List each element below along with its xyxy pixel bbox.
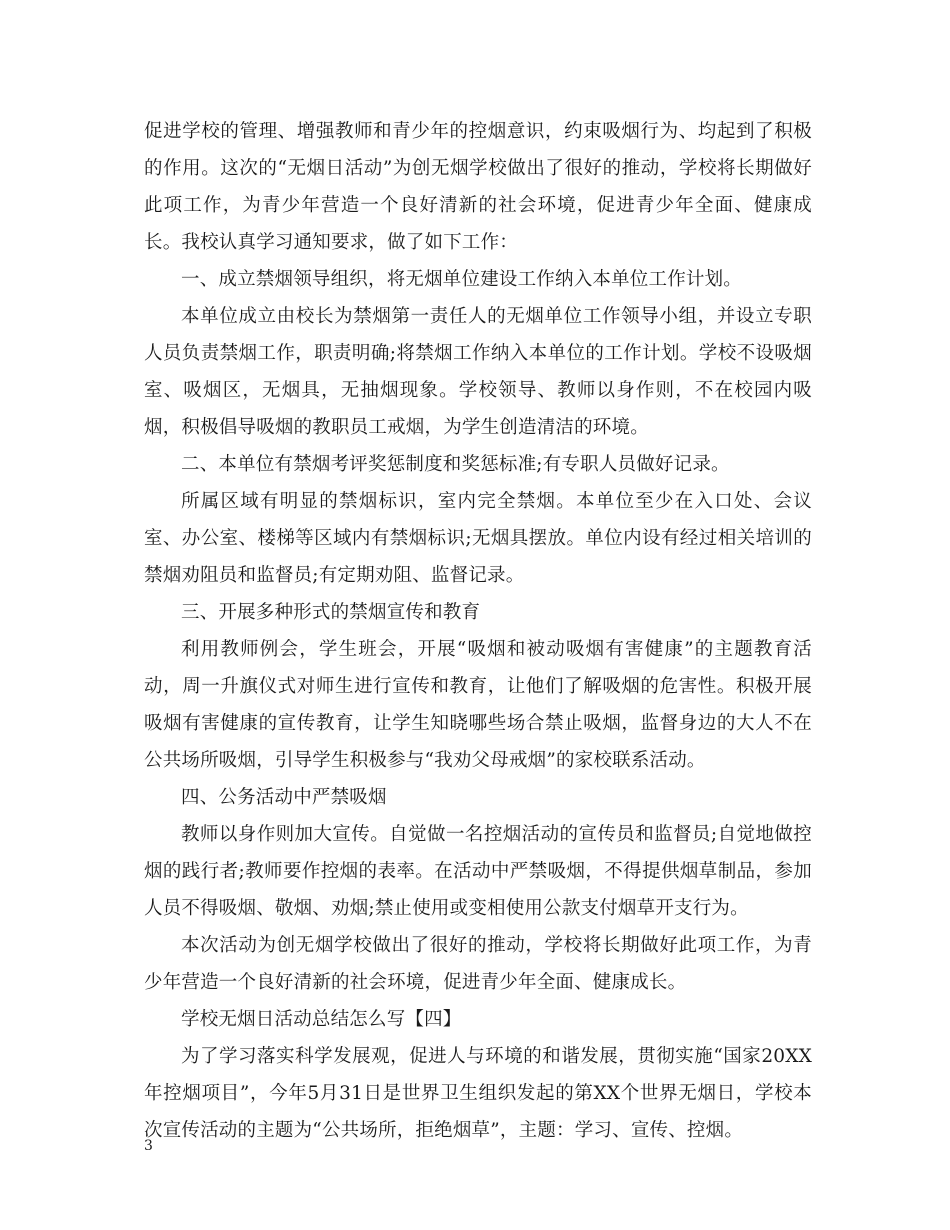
paragraph: 本次活动为创无烟学校做出了很好的推动，学校将长期做好此项工作，为青少年营造一个良好清新的社会环境，促进青少年全面、健康成长。 [144,935,812,993]
section-title: 学校无烟日活动总结怎么写【四】 [181,1009,462,1030]
body-text [144,113,812,1149]
page-number: 3 [144,1138,153,1154]
paragraph: 利用教师例会，学生班会，开展“吸烟和被动吸烟有害健康”的主题教育活动，周一升旗仪式对师生进行宣传和教育，让他们了解吸烟的危害性。积极开展吸烟有害健康的宣传教育，让学生知晓哪些场合禁止吸烟，监督身边的大人不在公共场所吸烟，引导学生积极参与“我劝父母戒烟”的家校联系活动。 [144,639,812,771]
heading-one: 一、成立禁烟领导组织，将无烟单位建设工作纳入本单位工作计划。 [181,269,743,290]
heading-three: 三、开展多种形式的禁烟宣传和教育 [181,602,481,623]
paragraph: 本单位成立由校长为禁烟第一责任人的无烟单位工作领导小组，并设立专职人员负责禁烟工作，职责明确;将禁烟工作纳入本单位的工作计划。学校不设吸烟室、吸烟区，无烟具，无抽烟现象。学校领导、教师以身作则，不在校园内吸烟，积极倡导吸烟的教职员工戒烟，为学生创造清洁的环境。 [144,306,812,438]
paragraph: 教师以身作则加大宣传。自觉做一名控烟活动的宣传员和监督员;自觉地做控烟的践行者;教师要作控烟的表率。在活动中严禁吸烟，不得提供烟草制品，参加人员不得吸烟、敬烟、劝烟;禁止使用或变相使用公款支付烟草开支行为。 [144,824,812,919]
heading-four: 四、公务活动中严禁吸烟 [181,787,387,808]
heading-two: 二、本单位有禁烟考评奖惩制度和奖惩标准;有专职人员做好记录。 [181,454,730,475]
paragraph-continuation: 促进学校的管理、增强教师和青少年的控烟意识，约束吸烟行为、均起到了积极的作用。这次的“无烟日活动”为创无烟学校做出了很好的推动，学校将长期做好此项工作，为青少年营造一个良好清新的社会环境，促进青少年全面、健康成长。我校认真学习通知要求，做了如下工作： [144,121,812,253]
paragraph: 所属区域有明显的禁烟标识，室内完全禁烟。本单位至少在入口处、会议室、办公室、楼梯等区域内有禁烟标识;无烟具摆放。单位内设有经过相关培训的禁烟劝阻员和监督员;有定期劝阻、监督记录。 [144,491,812,586]
paragraph: 为了学习落实科学发展观，促进人与环境的和谐发展，贯彻实施“国家20XX年控烟项目”，今年5月31日是世界卫生组织发起的第XX个世界无烟日，学校本次宣传活动的主题为“公共场所，拒绝烟草”，主题：学习、宣传、控烟。 [144,1046,812,1141]
